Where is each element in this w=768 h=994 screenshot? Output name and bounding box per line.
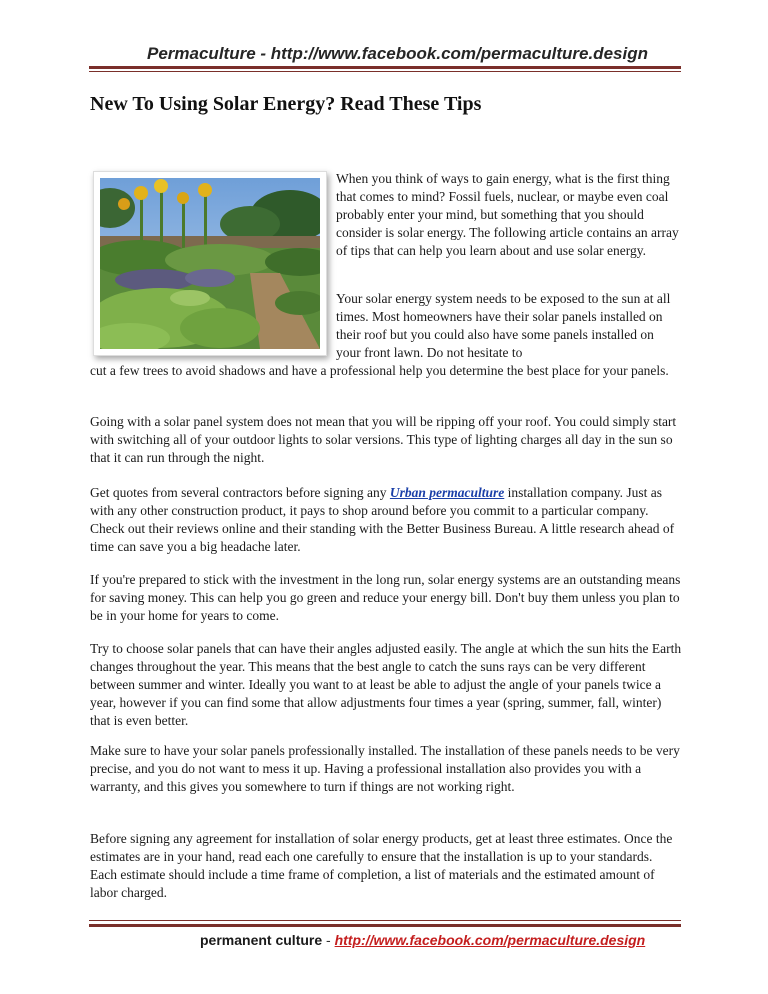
paragraph-installation: Make sure to have your solar panels professionally installed. The installation of these panels needs to be very precise, and you do not want to mess it up. Having a professional installation also provides you with a warranty, and this gives you somewhere to turn if things are not working right. [90,743,680,794]
footer-separator: - [322,932,335,948]
quotes-text-after: installation company. Just as with any other construction product, it pays to shop around before you commit to a particular company. Check out their reviews online and their standing with the Better Business Bureau. A little research ahead of time can save you a big headache later. [90,485,675,554]
article-title: New To Using Solar Energy? Read These Tips [90,93,482,115]
footer-label: permanent culture [200,932,323,948]
intro-paragraph-2-column: Your solar energy system needs to be exposed to the sun at all times. Most homeowners have their solar panels installed on their roof but you could also have some panels installed on your front lawn. Do not hesitate to [336,291,671,360]
garden-image [100,178,320,349]
urban-permaculture-link[interactable]: Urban permaculture [389,485,505,500]
quotes-text-before: Get quotes from several contractors before signing any [90,485,390,500]
paragraph-estimates: Before signing any agreement for installation of solar energy products, get at least three estimates. Once the estimates are in your hand, read each one carefully to ensure that the installation is up to your standards. Each estimate should include a time frame of completion, a list of materials and the estimated amount of labor charged. [90,831,673,900]
header-rule-thick [89,66,681,69]
paragraph-quotes [90,484,682,556]
paragraph-angles: Try to choose solar panels that can have their angles adjusted easily. The angle at which the sun hits the Earth changes throughout the year. This means that the best angle to catch the suns rays can be very different between summer and winter. Ideally you want to at least be able to adjust the angle of your panels twice a year, however if you can find some that allow adjustments four times a year (spring, summer, fall, winter) that is even better. [90,641,682,728]
header-text[interactable]: Permaculture - http://www.facebook.com/permaculture.design [147,44,648,63]
header-rule-thin [89,71,681,72]
footer-text [200,932,645,948]
intro-paragraph-1: When you think of ways to gain energy, what is the first thing that comes to mind? Fossil fuels, nuclear, or maybe even coal probably enter your mind, but something that you should consider is solar energy. The following article contains an array of tips that can help you learn about and use solar energy. [336,171,679,258]
paragraph-investment: If you're prepared to stick with the investment in the long run, solar energy systems are an outstanding means for saving money. This can help you go green and reduce your energy bill. Don't buy them unless you plan to be in your home for years to come. [90,572,681,623]
footer-rule-thin [89,920,681,921]
garden-photo [93,171,327,356]
footer-link[interactable]: http://www.facebook.com/permaculture.design [334,932,646,948]
footer-rule-thick [89,924,681,927]
intro-paragraph-2-continued: cut a few trees to avoid shadows and have a professional help you determine the best place for your panels. [90,363,669,378]
paragraph-outdoor-lights: Going with a solar panel system does not mean that you will be ripping off your roof. You could simply start with switching all of your outdoor lights to solar versions. This type of lighting charges all day in the sun so that it can run through the night. [90,414,677,465]
